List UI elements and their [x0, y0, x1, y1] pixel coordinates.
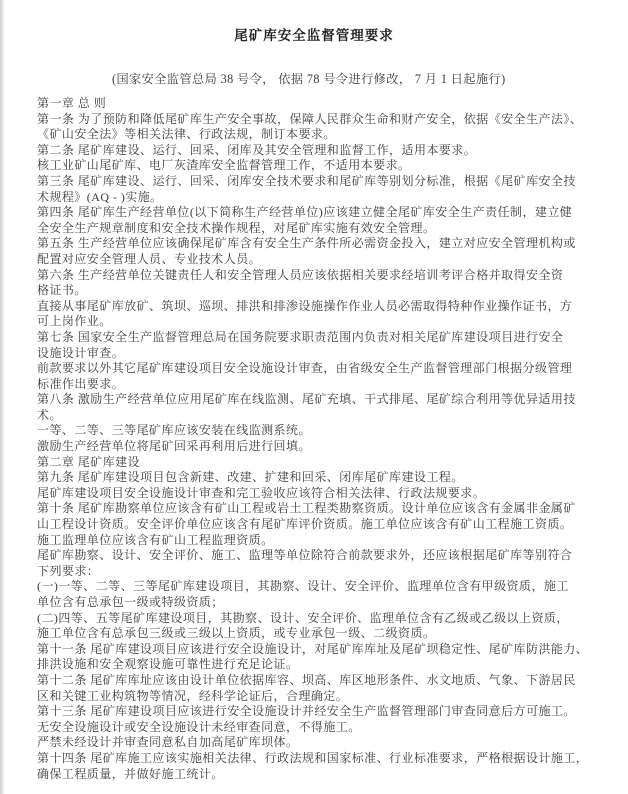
document-text-line: 核工业矿山尾矿库、电厂灰渣库安全监督管理工作，不适用本要求。: [37, 158, 411, 173]
document-body: [0, 96, 628, 782]
document-text-line: 第十二条 尾矿库库址应该由设计单位依据库容、坝高、库区地形条件、水文地质、气象、下游居民: [37, 672, 576, 687]
document-text-line: (二)四等、五等尾矿库建设项目，其勘察、设计、安全评价、监理单位含有乙级或乙级以上资质，: [37, 610, 569, 625]
document-text-line: 前款要求以外其它尾矿库建设项目安全设施设计审查，由省级安全生产监督管理部门根据分级管理: [37, 361, 573, 376]
document-text-line: 确保工程质量，并做好施工统计。: [37, 766, 224, 781]
document-text-line: 可上岗作业。: [37, 314, 112, 329]
document-text-line: 术规程》(AQ - )实施。: [37, 189, 163, 204]
document-text-line: 尾矿库勘察、设计、安全评价、施工、监理等单位除符合前款要求外，还应该根据尾矿库等别符合: [37, 548, 573, 563]
document-text-line: 施工单位含有总承包三级或三级以上资质，或专业承包一级、二级资质。: [37, 626, 436, 641]
document-text-line: 格证书。: [37, 283, 87, 298]
document-text-line: 下列要求：: [37, 563, 100, 578]
document-text-line: 施工监理单位应该含有矿山工程监理资质。: [37, 532, 274, 547]
document-text-line: 第十三条 尾矿库建设项目应该进行安全设施设计并经安全生产监督管理部门审查同意后方可施工。: [37, 704, 576, 719]
document-text-line: 第二条 尾矿库建设、运行、回采、闭库及其安全管理和监督工作，适用本要求。: [37, 142, 477, 157]
document-text-line: 第九条 尾矿库建设项目包含新建、改建、扩建和回采、闭库尾矿库建设工程。: [37, 470, 464, 485]
document-text-line: (一)一等、二等、三等尾矿库建设项目，其勘察、设计、安全评价、监理单位含有甲级资质，施工: [37, 579, 569, 594]
document-text-line: 第一条 为了预防和降低尾矿库生产安全事故，保障人民群众生命和财产安全，依据《安全生产法》、: [37, 111, 583, 126]
document-text-line: 第十一条 尾矿库建设项目应该进行安全设施设计，对尾矿库库址及尾矿坝稳定性、尾矿库防洪能力、: [37, 641, 589, 656]
document-subtitle: (国家安全监管总局 38 号令， 依据 78 号令进行修改， 7 月 1 日起施行): [112, 72, 506, 86]
document-text-line: 第五条 生产经营单位应该确保尾矿库含有安全生产条件所必需资金投入，建立对应安全管理机构或: [37, 236, 576, 251]
document-text-line: 配置对应安全管理人员、专业技术人员。: [37, 251, 262, 266]
document-text-line: 设施设计审查。: [37, 345, 125, 360]
document-text-line: 第七条 国家安全生产监督管理总局在国务院要求职责范围内负责对相关尾矿库建设项目进行安全: [37, 329, 564, 344]
document-text-line: 第十四条 尾矿库施工应该实施相关法律、行政法规和国家标准、行业标准要求，严格根据设计施工，: [37, 750, 589, 765]
document-text-line: 尾矿库建设项目安全设施设计审查和完工验收应该符合相关法律、行政法规要求。: [37, 485, 486, 500]
document-title: 尾矿库安全监督管理要求: [234, 28, 394, 43]
document-text-line: 第八条 激励生产经营单位应用尾矿库在线监测、尾矿充填、干式排尾、尾矿综合利用等优异适用技: [37, 392, 576, 407]
page-left-edge: [0, 0, 4, 794]
document-text-line: 第一章 总 则: [37, 96, 107, 110]
document-text-line: 第十条 尾矿库勘察单位应该含有矿山工程或岩土工程类勘察资质。设计单位应该含有金属非金属矿: [37, 501, 576, 516]
document-text-line: 全安全生产规章制度和安全技术操作规程，对尾矿库实施有效安全管理。: [37, 220, 436, 235]
document-text-line: 排洪设施和安全观察设施可靠性进行充足论证。: [37, 657, 299, 672]
document-text-line: 区和关键工业构筑物等情况，经科学论证后，合理确定。: [37, 688, 349, 703]
document-text-line: 第六条 生产经营单位关键责任人和安全管理人员应该依据相关要求经培训考评合格并取得安全资: [37, 267, 564, 282]
document-text-line: 术。: [37, 407, 62, 422]
document-text-line: 直接从事尾矿库放矿、筑坝、巡坝、排洪和排渗设施操作作业人员必需取得特种作业操作证书，方: [37, 298, 573, 313]
document-text-line: 无安全设施设计或安全设施设计未经审查同意，不得施工。: [37, 719, 361, 734]
document-text-line: 激励生产经营单位将尾矿回采再利用后进行回填。: [37, 439, 311, 454]
document-text-line: 一等、二等、三等尾矿库应该安装在线监测系统。: [37, 423, 311, 438]
document-text-line: 《矿山安全法》等相关法律、行政法规，制订本要求。: [37, 127, 336, 142]
document-text-line: 山工程设计资质。安全评价单位应该含有尾矿库评价资质。施工单位应该含有矿山工程施工资质。: [37, 517, 573, 532]
document-text-line: 第三条 尾矿库建设、运行、回采、闭库安全技术要求和尾矿库等别划分标准，根据《尾矿库安全技: [37, 173, 576, 188]
document-text-line: 单位含有总承包一级或特级资质；: [37, 595, 224, 609]
document-text-line: 第二章 尾矿库建设: [37, 454, 141, 469]
document-text-line: 严禁未经设计并审查同意私自加高尾矿库坝体。: [37, 735, 299, 750]
document-text-line: 标准作出要求。: [37, 376, 125, 391]
document-text-line: 第四条 尾矿库生产经营单位(以下简称生产经营单位)应该建立健全尾矿库安全生产责任制，建立健: [37, 205, 573, 220]
